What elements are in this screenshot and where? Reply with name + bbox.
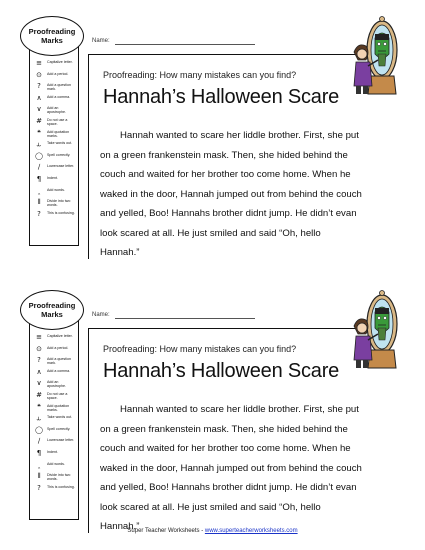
add-period-icon: ⊙ — [36, 344, 42, 353]
mark-row — [30, 117, 78, 129]
mark-row — [30, 472, 78, 484]
mark-label: Add a comma. — [47, 94, 71, 99]
mark-row — [30, 175, 78, 187]
mark-row — [30, 345, 78, 357]
add-apostrophe-icon: ∨ — [36, 379, 42, 388]
mark-label: Add quotation marks. — [47, 129, 70, 138]
mark-label: Divide into two words. — [47, 199, 71, 208]
mark-label: Divide into two words. — [47, 473, 71, 482]
no-space-icon: # — [36, 116, 42, 125]
mark-row — [30, 82, 78, 94]
mark-row — [30, 356, 78, 368]
spell-correctly-icon: ◯ — [35, 151, 43, 160]
proofreading-marks-legend — [29, 46, 79, 246]
story-paragraph: Hannah wanted to scare her liddle brother. First, she put on a green frankenstein mask. Then, she hided behind the couch and waited for her brother too come home. When he waked in the door, Hannah jumped out from behind the couch and yelled, Boo! Hannahs brother didnt jump. He didn’t evan look scared at all. He just smiled and said “Oh, hello Hannah.” — [100, 130, 362, 258]
mark-row — [30, 129, 78, 141]
story-title: Hannah’s Halloween Scare — [103, 86, 340, 108]
mark-row — [30, 210, 78, 222]
add-period-icon: ⊙ — [36, 70, 42, 79]
mark-label: Capitalize letter. — [47, 60, 73, 64]
add-question-mark-icon: ? — [37, 82, 41, 91]
mark-row — [30, 198, 78, 210]
mark-label: This is confusing. — [47, 484, 75, 489]
page-footer — [0, 528, 425, 534]
mark-label: Indent. — [47, 175, 58, 180]
footer-website-link[interactable]: www.superteacherworksheets.com — [204, 528, 298, 534]
mark-label: Indent. — [47, 449, 58, 454]
proofreading-marks-legend — [29, 320, 79, 520]
divide-words-icon: ⦀ — [37, 472, 41, 481]
mark-row — [30, 94, 78, 106]
divide-words-icon: ⦀ — [37, 198, 41, 207]
worksheet-bottom — [0, 286, 425, 541]
take-out-icon: ⥿ — [37, 414, 41, 423]
footer-text: Super Teacher Worksheets - — [127, 528, 205, 534]
add-words-icon: ‸ — [37, 186, 41, 195]
mark-label: Add quotation marks. — [47, 403, 70, 412]
monster-mirror-illustration-icon — [348, 14, 408, 96]
mark-label: Add a question mark. — [47, 83, 71, 92]
mark-row — [30, 152, 78, 164]
story-paragraph: Hannah wanted to scare her liddle brother. First, she put on a green frankenstein mask. Then, she hided behind the couch and waited for her brother too come home. When he waked in the door, Hannah jumped out from behind the couch and yelled, Boo! Hannahs brother didnt jump. He didn’t evan look scared at all. He just smiled and said “Oh, hello Hannah.” — [100, 404, 362, 532]
mark-row — [30, 391, 78, 403]
question-text: Proofreading: How many mistakes can you find? — [103, 70, 297, 80]
marks-title-line2: Marks — [41, 310, 63, 319]
marks-title-line1: Proofreading — [28, 27, 76, 36]
mark-label: Spell correctly. — [47, 152, 71, 157]
proofreading-marks-title — [20, 290, 84, 330]
mark-row — [30, 163, 78, 175]
mark-label: Add a question mark. — [47, 357, 71, 366]
add-words-icon: ‸ — [37, 460, 41, 469]
add-quotation-icon: ❝ — [37, 128, 41, 137]
capitalize-mark-icon: ≡ — [36, 333, 42, 341]
mark-row — [30, 403, 78, 415]
confusing-icon: ? — [37, 209, 41, 218]
mark-row — [30, 426, 78, 438]
mark-label: Add a period. — [47, 345, 69, 350]
add-question-mark-icon: ? — [37, 356, 41, 365]
monster-mirror-illustration-icon — [348, 288, 408, 370]
mark-row — [30, 437, 78, 449]
mark-label: Take words out. — [47, 141, 73, 146]
mark-row — [30, 461, 78, 473]
mark-label: Spell correctly. — [47, 426, 71, 431]
mark-label: Add an apostrophe. — [47, 106, 66, 115]
mark-row — [30, 140, 78, 152]
add-comma-icon: ∧ — [36, 93, 42, 102]
spell-correctly-icon: ◯ — [35, 425, 43, 434]
mark-label: Take words out. — [47, 415, 73, 420]
mark-label: Capitalize letter. — [47, 334, 73, 338]
name-label: Name: — [92, 312, 110, 318]
mark-row — [30, 484, 78, 496]
add-apostrophe-icon: ∨ — [36, 105, 42, 114]
indent-icon: ¶ — [36, 174, 42, 183]
mark-row — [30, 368, 78, 380]
marks-title-line2: Marks — [41, 36, 63, 45]
mark-label: Add an apostrophe. — [47, 380, 66, 389]
mark-row — [30, 187, 78, 199]
mark-row — [30, 59, 78, 71]
lowercase-icon: ∕ — [37, 437, 41, 446]
worksheet-top — [0, 12, 425, 267]
marks-title-line1: Proofreading — [28, 301, 76, 310]
name-line — [115, 44, 255, 45]
proofreading-marks-title — [20, 16, 84, 56]
confusing-icon: ? — [37, 483, 41, 492]
mark-label: Lowercase letter. — [47, 438, 75, 443]
mark-row — [30, 71, 78, 83]
mark-label: Do not use a space. — [47, 117, 68, 126]
mark-row — [30, 414, 78, 426]
no-space-icon: # — [36, 390, 42, 399]
take-out-icon: ⥿ — [37, 140, 41, 149]
lowercase-icon: ∕ — [37, 163, 41, 172]
mark-label: Add a period. — [47, 71, 69, 76]
mark-label: Add words. — [47, 461, 65, 466]
question-text: Proofreading: How many mistakes can you find? — [103, 344, 297, 354]
mark-label: Do not use a space. — [47, 391, 68, 400]
mark-row — [30, 379, 78, 391]
mark-row — [30, 333, 78, 345]
mark-row — [30, 449, 78, 461]
add-quotation-icon: ❝ — [37, 402, 41, 411]
name-label: Name: — [92, 38, 110, 44]
mark-label: Add a comma. — [47, 368, 71, 373]
mark-row — [30, 105, 78, 117]
mark-label: This is confusing. — [47, 210, 75, 215]
story-title: Hannah’s Halloween Scare — [103, 360, 340, 382]
mark-label: Add words. — [47, 187, 65, 192]
name-line — [115, 318, 255, 319]
add-comma-icon: ∧ — [36, 367, 42, 376]
capitalize-mark-icon: ≡ — [36, 59, 42, 67]
indent-icon: ¶ — [36, 448, 42, 457]
mark-label: Lowercase letter. — [47, 164, 75, 169]
